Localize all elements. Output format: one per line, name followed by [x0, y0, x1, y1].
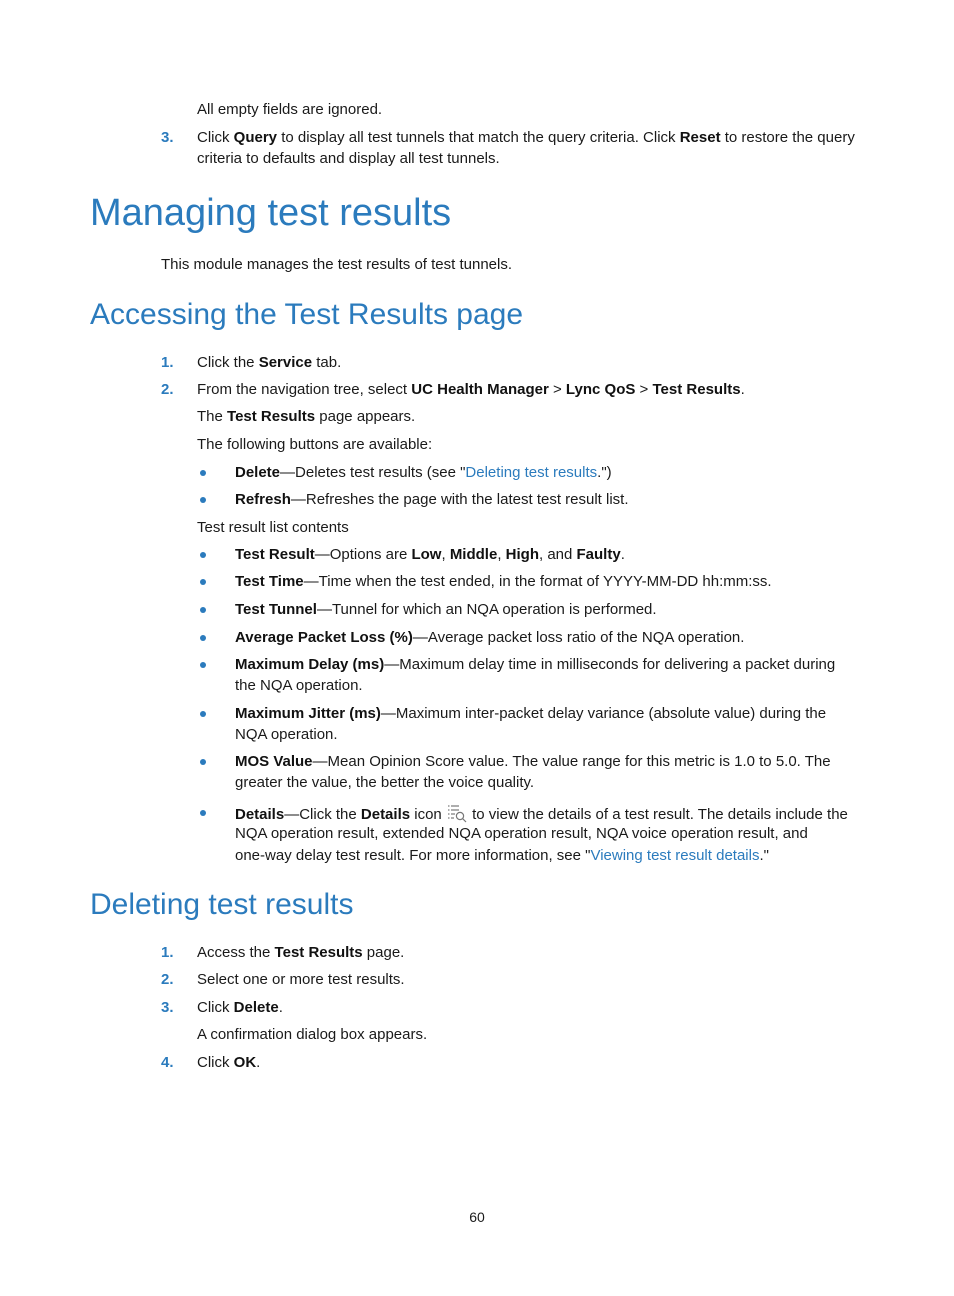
confirmation-note: A confirmation dialog box appears. [197, 1026, 428, 1043]
list-item-maximum-jitter: Maximum Jitter (ms)—Maximum inter-packet delay variance (absolute value) during the [235, 705, 827, 722]
page-appears-note: The Test Results page appears. [197, 408, 416, 425]
bullet-icon [200, 552, 206, 558]
step-number: 3. [161, 999, 174, 1016]
delete-step-2: Select one or more test results. [197, 971, 405, 988]
step-number: 2. [161, 381, 174, 398]
query-step-line1: Click Query to display all test tunnels that match the query criteria. Click Reset to restore the query [197, 129, 855, 146]
list-item-maximum-delay: Maximum Delay (ms)—Maximum delay time in milliseconds for delivering a packet during [235, 656, 836, 673]
list-item-refresh: Refresh—Refreshes the page with the latest test result list. [235, 491, 629, 508]
list-item-mos-value-cont: greater the value, the better the voice quality. [235, 774, 535, 791]
module-description: This module manages the test results of test tunnels. [161, 256, 513, 273]
buttons-intro: The following buttons are available: [197, 436, 433, 453]
bullet-icon [200, 607, 206, 613]
list-item-test-time: Test Time—Time when the test ended, in the format of YYYY-MM-DD hh:mm:ss. [235, 573, 772, 590]
step-number: 1. [161, 944, 174, 961]
list-item-details: Details—Click the Details icon to view the details of a test result. The details include the [235, 803, 848, 825]
step-number: 1. [161, 354, 174, 371]
list-item-delete: Delete—Deletes test results (see "Deleting test results.") [235, 464, 612, 481]
list-item-mos-value: MOS Value—Mean Opinion Score value. The value range for this metric is 1.0 to 5.0. The [235, 753, 831, 770]
bullet-icon [200, 497, 206, 503]
list-item-details-cont: NQA operation result, extended NQA operation result, NQA voice operation result, and [235, 825, 808, 842]
list-item-average-packet-loss: Average Packet Loss (%)—Average packet loss ratio of the NQA operation. [235, 629, 745, 646]
bullet-icon [200, 579, 206, 585]
bullet-icon [200, 662, 206, 668]
delete-step-3: Click Delete. [197, 999, 283, 1016]
link-viewing-test-result-details[interactable]: Viewing test result details [590, 847, 760, 864]
section-heading-deleting: Deleting test results [90, 888, 354, 921]
link-deleting-test-results[interactable]: Deleting test results [465, 464, 598, 481]
list-item-maximum-delay-cont: the NQA operation. [235, 677, 363, 694]
bullet-icon [200, 635, 206, 641]
list-item-details-cont2: one-way delay test result. For more information, see "Viewing test result details." [235, 847, 769, 864]
access-step-1: Click the Service tab. [197, 354, 342, 371]
page-title: Managing test results [90, 192, 452, 234]
list-item-test-tunnel: Test Tunnel—Tunnel for which an NQA operation is performed. [235, 601, 657, 618]
list-item-maximum-jitter-cont: NQA operation. [235, 726, 338, 743]
details-icon [446, 803, 468, 823]
step-number: 4. [161, 1054, 174, 1071]
bullet-icon [200, 759, 206, 765]
query-step-line2: criteria to defaults and display all test tunnels. [197, 150, 500, 167]
query-button-ref: Query [233, 129, 278, 146]
bullet-icon [200, 810, 206, 816]
list-item-test-result: Test Result—Options are Low, Middle, High, and Faulty. [235, 546, 625, 563]
step-number: 3. [161, 129, 174, 146]
reset-button-ref: Reset [679, 129, 721, 146]
bullet-icon [200, 470, 206, 476]
bullet-icon [200, 711, 206, 717]
access-step-2: From the navigation tree, select UC Health Manager > Lync QoS > Test Results. [197, 381, 745, 398]
page-number: 60 [469, 1209, 485, 1225]
list-contents-heading: Test result list contents [197, 519, 349, 536]
delete-step-1: Access the Test Results page. [197, 944, 405, 961]
step-number: 2. [161, 971, 174, 988]
delete-step-4: Click OK. [197, 1054, 261, 1071]
empty-fields-note: All empty fields are ignored. [197, 101, 383, 118]
section-heading-accessing: Accessing the Test Results page [90, 298, 524, 331]
